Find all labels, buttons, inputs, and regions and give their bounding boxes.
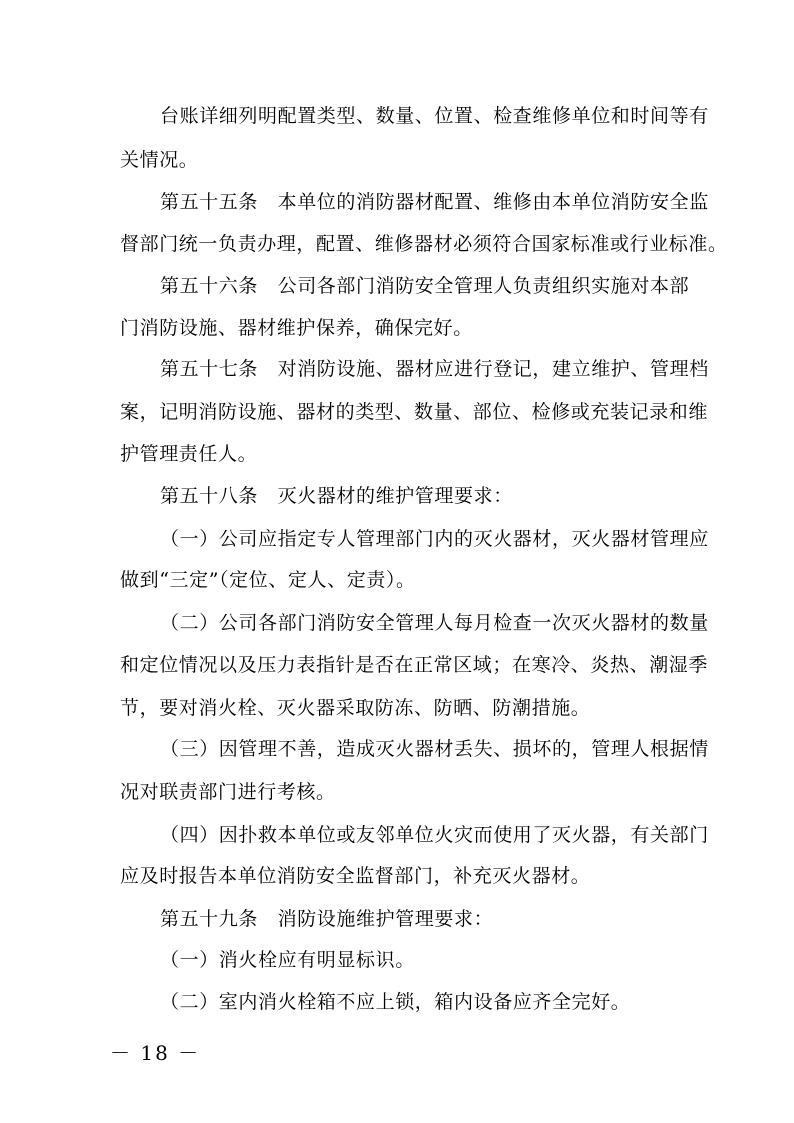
text-line: （一）消火栓应有明显标识。	[160, 949, 415, 971]
text-line: 第五十六条 公司各部门消防安全管理人负责组织实施对本部	[160, 275, 690, 297]
text-line: （四）因扑救本单位或友邻单位火灾而使用了灭火器，有关部门	[160, 824, 709, 846]
text-line: 门消防设施、器材维护保养，确保完好。	[120, 317, 473, 339]
text-line: 应及时报告本单位消防安全监督部门，补充灭火器材。	[120, 865, 591, 887]
text-line: 节，要对消火栓、灭火器采取防冻、防晒、防潮措施。	[120, 697, 591, 719]
text-line: 第五十五条 本单位的消防器材配置、维修由本单位消防安全监	[160, 191, 709, 213]
text-line: 台账详细列明配置类型、数量、位置、检查维修单位和时间等有	[160, 105, 709, 127]
text-line: 第五十八条 灭火器材的维护管理要求：	[160, 485, 513, 507]
text-line: 况对联责部门进行考核。	[120, 781, 336, 803]
text-line: 第五十七条 对消防设施、器材应进行登记，建立维护、管理档	[160, 358, 709, 380]
text-line: 护管理责任人。	[120, 443, 258, 465]
text-line: （一）公司应指定专人管理部门内的灭火器材，灭火器材管理应	[160, 528, 709, 550]
text-line: （二）室内消火栓箱不应上锁，箱内设备应齐全完好。	[160, 991, 631, 1013]
text-line: 案，记明消防设施、器材的类型、数量、部位、检修或充装记录和维	[120, 401, 709, 423]
text-line: 关情况。	[120, 149, 199, 171]
text-line: 第五十九条 消防设施维护管理要求：	[160, 908, 494, 930]
text-line: 做到“三定”（定位、定人、定责）。	[120, 569, 416, 591]
text-line: 和定位情况以及压力表指针是否在正常区域；在寒冷、炎热、潮湿季	[120, 654, 709, 676]
text-line: （三）因管理不善，造成灭火器材丢失、损坏的，管理人根据情	[160, 738, 709, 760]
text-line: 督部门统一负责办理，配置、维修器材必须符合国家标准或行业标准。	[120, 233, 728, 255]
text-line: （二）公司各部门消防安全管理人每月检查一次灭火器材的数量	[160, 612, 709, 634]
page-number: － 18 －	[110, 1041, 201, 1065]
